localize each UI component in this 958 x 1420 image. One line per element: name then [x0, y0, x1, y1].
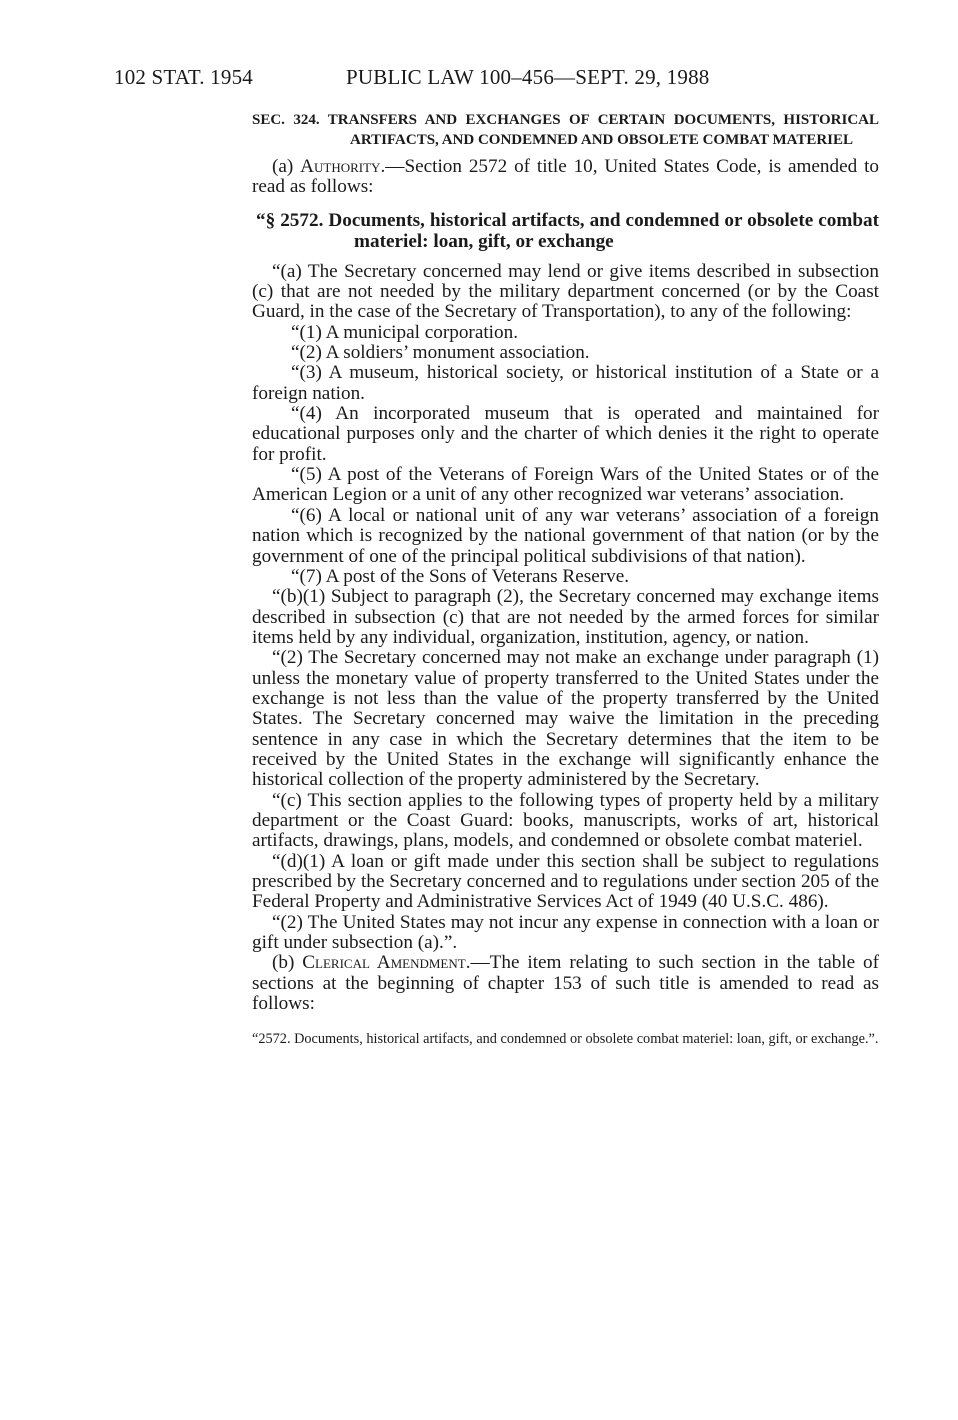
subsection-b-text: .—The item relating to such section in the table of sections at the beginning of chapter 153 of such title is amended to read as follows:: [252, 952, 879, 1015]
paragraph-a4: “(4) An incorporated museum that is operated and maintained for educational purposes only and the charter of which denies it the right to operate for profit.: [252, 403, 879, 465]
subsection-b-caption: Clerical Amendment: [302, 952, 466, 974]
paragraph-a2: “(2) A soldiers’ monument association.: [291, 342, 590, 364]
subsection-a-text: .—Section 2572 of title 10, United States Code, is amended to read as follows:: [252, 156, 879, 198]
paragraph-b1: “(b)(1) Subject to paragraph (2), the Secretary concerned may exchange items described in subsection (c) that are not needed by the armed forces for similar items held by any individual, organization, institution, agency, or nation.: [252, 586, 879, 648]
paragraph-a7: “(7) A post of the Sons of Veterans Reserve.: [291, 565, 630, 587]
paragraph-b2: “(2) The Secretary concerned may not make an exchange under paragraph (1) unless the monetary value of property transferred to the United States under the exchange is not less than the value of the property transferred by the United States. The Secretary concerned may waive the limitation in the preceding sentence in any case in which the Secretary determines that the item to be received by the United States in the exchange will significantly enhance the historical collection of the property administered by the Secretary.: [252, 647, 879, 791]
subsection-b-label: (b): [272, 952, 303, 974]
paragraph-a6: “(6) A local or national unit of any war veterans’ association of a foreign nation which is recognized by the national government of that nation (or by the government of one of the principal political subdivisions of that nation).: [252, 504, 879, 567]
paragraph-a1: “(1) A municipal corporation.: [291, 321, 518, 343]
paragraph-c: “(c) This section applies to the following types of property held by a military department or the Coast Guard: books, manuscripts, works of art, historical artifacts, drawings, plans, models, and condemned or obsolete combat materiel.: [252, 789, 879, 852]
paragraph-d1: “(d)(1) A loan or gift made under this section shall be subject to regulations prescribed by the Secretary concerned and to regulations under section 205 of the Federal Property and Administrative Services Act of 1949 (40 U.S.C. 486).: [252, 850, 879, 913]
subsection-a-authority: [252, 157, 879, 198]
paragraph-a3: “(3) A museum, historical society, or historical institution of a State or a foreign nation.: [252, 362, 879, 404]
page-header: [114, 62, 854, 92]
paragraph-d2: “(2) The United States may not incur any expense in connection with a loan or gift under subsection (a).”.: [252, 911, 879, 954]
paragraph-a5: “(5) A post of the Veterans of Foreign Wars of the United States or of the American Legion or a unit of any other recognized war veterans’ association.: [252, 464, 879, 506]
stat-page-citation: 102 STAT. 1954: [114, 65, 253, 89]
subsection-b-clerical-amendment: [252, 953, 879, 1014]
section-body: [252, 110, 879, 1064]
public-law-citation: PUBLIC LAW 100–456—SEPT. 29, 1988: [346, 65, 710, 89]
subsection-a-caption: Authority: [300, 156, 381, 177]
paragraph-a: “(a) The Secretary concerned may lend or give items described in subsection (c) that are not needed by the military department concerned (or by the Coast Guard, in the case of the Secretary of Transportation), to any of the following:: [252, 260, 879, 323]
table-of-sections-entry: “2572. Documents, historical artifacts, and condemned or obsolete combat materiel: loan, gift, or exchange.”.: [252, 1031, 879, 1048]
subsection-a-label: (a): [272, 156, 301, 177]
section-heading: SEC. 324. TRANSFERS AND EXCHANGES OF CERTAIN DOCUMENTS, HISTORICAL ARTIFACTS, AND CONDEMNED AND OBSOLETE COMBAT MATERIEL: [252, 112, 879, 148]
new-section-title: “§ 2572. Documents, historical artifacts, and condemned or obsolete combat materiel: loan, gift, or exchange: [256, 209, 879, 252]
